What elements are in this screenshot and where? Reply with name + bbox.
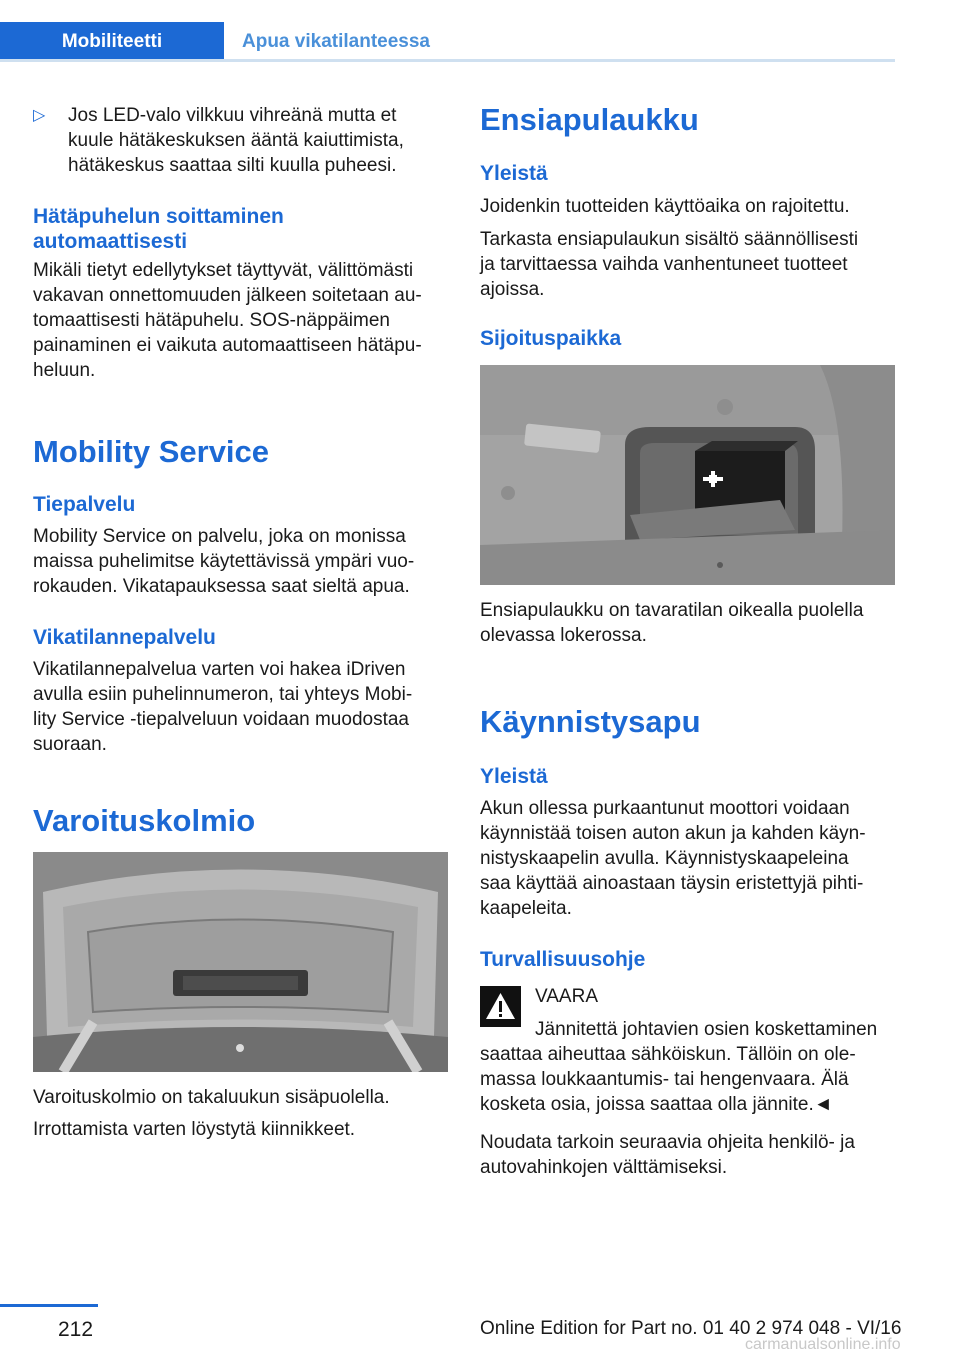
- body-line: maissa puhelimitse käytettävissä ympäri vuo‐: [33, 551, 415, 572]
- body-line: painaminen ei vaikuta automaattiseen hätäpu‐: [33, 335, 422, 356]
- first-aid-check-body: [480, 227, 858, 302]
- bullet-line: hätäkeskus saattaa silti kuulla puheesi.: [68, 155, 397, 176]
- body-line: saattaa aiheuttaa sähköiskun. Tällöin on ole‐: [480, 1044, 856, 1065]
- warning-label: VAARA: [535, 986, 599, 1007]
- body-line: massa loukkaantumis- tai hengenvaara. Älä: [480, 1069, 849, 1090]
- body-line: saa käyttää ainoastaan täysin eristettyjä pihti‐: [480, 873, 864, 894]
- varoituskolmio-title: Varoituskolmio: [33, 803, 256, 838]
- watermark-text: carmanualsonline.info: [745, 1336, 901, 1353]
- tab-mobiliteetti[interactable]: Mobiliteetti: [0, 22, 224, 62]
- body-line: Tarkasta ensiapulaukun sisältö säännöllisesti: [480, 229, 859, 250]
- auto-call-heading-line: automaattisesti: [33, 230, 188, 253]
- body-line: lity Service -tiepalveluun voidaan muodostaa: [33, 709, 409, 730]
- auto-call-body: [33, 258, 422, 383]
- bullet-line: kuule hätäkeskuksen ääntä kaiuttimista,: [68, 130, 404, 151]
- ensiapulaukku-title: Ensiapulaukku: [480, 102, 699, 137]
- body-line: kosketa osia, joissa saattaa olla jännite.◄: [480, 1094, 833, 1115]
- tab-apua-vikatilanteessa[interactable]: Apua vikatilanteessa: [242, 31, 430, 52]
- body-line: Vikatilannepalvelua varten voi hakea iDriven: [33, 659, 406, 680]
- mobility-service-title: Mobility Service: [33, 434, 270, 469]
- page-header: [0, 0, 895, 62]
- body-line: Ensiapulaukku on tavaratilan oikealla puolella: [480, 600, 864, 621]
- trunk-lid-photo: [33, 852, 448, 1072]
- kaynnistysapu-title: Käynnistysapu: [480, 704, 701, 739]
- vikatilannepalvelu-body: [33, 657, 412, 757]
- body-line: heluun.: [33, 360, 96, 381]
- yleista-heading-jump: Yleistä: [480, 765, 548, 788]
- body-line: Akun ollessa purkaantunut moottori voidaan: [480, 798, 850, 819]
- first-aid-kit-photo: [480, 365, 895, 585]
- edition-text: Online Edition for Part no. 01 40 2 974 048 - VI/16: [480, 1318, 902, 1339]
- body-line: kaapeleita.: [480, 898, 572, 919]
- body-line: Mobility Service on palvelu, joka on monissa: [33, 526, 406, 547]
- body-line: rokauden. Vikatapauksessa saat sieltä apua.: [33, 576, 410, 597]
- body-line: avulla esiin puhelinnumeron, tai yhteys Mobi‐: [33, 684, 413, 705]
- auto-call-heading-line: Hätäpuhelun soittaminen: [33, 205, 284, 228]
- triangle-caption-2: Irrottamista varten löystytä kiinnikkeet.: [33, 1119, 356, 1140]
- body-line: suoraan.: [33, 734, 107, 755]
- tiepalvelu-body: [33, 524, 414, 599]
- page-number: 212: [58, 1318, 94, 1341]
- body-line: nistyskaapelin avulla. Käynnistyskaapeleina: [480, 848, 849, 869]
- body-line: ajoissa.: [480, 279, 545, 300]
- body-line: käynnistää toisen auton akun ja kahden käyn‐: [480, 823, 866, 844]
- triangle-caption-1: Varoituskolmio on takaluukun sisäpuolella.: [33, 1087, 390, 1108]
- follow-instructions: [480, 1130, 855, 1180]
- body-line: Noudata tarkoin seuraavia ohjeita henkilö- ja: [480, 1132, 855, 1153]
- yleista-heading-first-aid: Yleistä: [480, 162, 548, 185]
- footer-divider: [0, 1304, 98, 1307]
- auto-call-heading: [33, 204, 284, 254]
- jump-general-body: [480, 796, 866, 921]
- tiepalvelu-heading: Tiepalvelu: [33, 493, 136, 516]
- body-line: ja tarvittaessa vaihda vanhentuneet tuotteet: [480, 254, 848, 275]
- location-caption: [480, 598, 863, 648]
- body-line: Mikäli tietyt edellytykset täyttyvät, välittömästi: [33, 260, 414, 281]
- bullet-triangle-icon: ▷: [33, 107, 46, 124]
- warning-body: [480, 1042, 856, 1117]
- header-divider: [0, 59, 895, 62]
- sijoituspaikka-heading: Sijoituspaikka: [480, 327, 622, 350]
- vikatilannepalvelu-heading: Vikatilannepalvelu: [33, 626, 216, 649]
- body-line: vakavan onnettomuuden jälkeen soitetaan au‐: [33, 285, 422, 306]
- body-line: olevassa lokerossa.: [480, 625, 647, 646]
- body-line: autovahinkojen välttämiseksi.: [480, 1157, 728, 1178]
- bullet-item: [33, 103, 448, 178]
- first-aid-general-line: Joidenkin tuotteiden käyttöaika on rajoitettu.: [480, 196, 850, 217]
- warning-triangle-icon: [480, 986, 521, 1027]
- warning-first-line: Jännitettä johtavien osien koskettaminen: [535, 1019, 878, 1040]
- turvallisuusohje-heading: Turvallisuusohje: [480, 948, 646, 971]
- bullet-line: Jos LED-valo vilkkuu vihreänä mutta et: [68, 105, 397, 126]
- body-line: tomaattisesti hätäpuhelu. SOS-näppäimen: [33, 310, 390, 331]
